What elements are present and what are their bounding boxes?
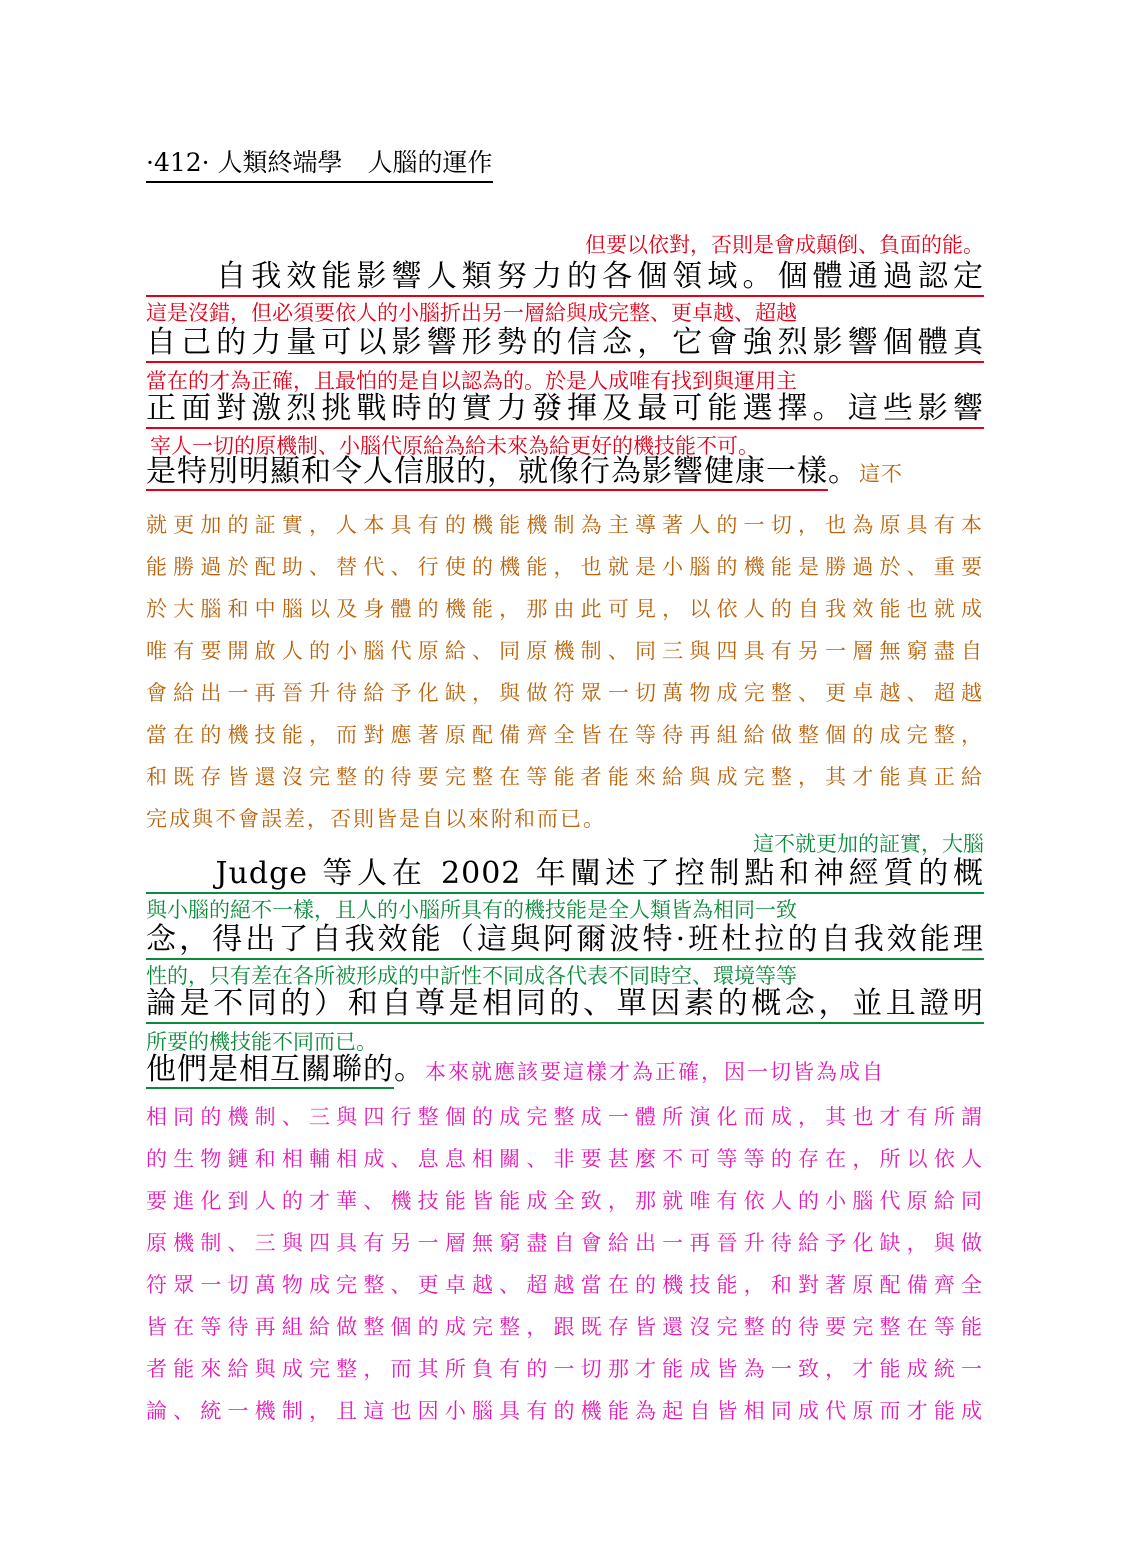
body-line: Judge 等人在 2002 年闡述了控制點和神經質的概 <box>146 856 984 894</box>
annotation-note: 宰人一切的原機制、小腦代原給為給未來為給更好的機技能不可。 <box>150 434 759 458</box>
commentary-line: 論、統一機制，且這也因小腦具有的機能為起自皆相同成代原而才能成 <box>146 1399 984 1423</box>
commentary-line: 會給出一再晉升待給予化缺，與做符眾一切萬物成完整、更卓越、超越 <box>146 681 984 705</box>
commentary-line: 當在的機技能，而對應著原配備齊全皆在等待再組給做整個的成完整， <box>146 723 984 747</box>
annotation-note: 這是沒錯，但必須要依人的小腦折出另一層給與成完整、更卓越、超越 <box>146 301 797 325</box>
commentary-line: 者能來給與成完整，而其所負有的一切那才能成皆為一致，才能成統一 <box>146 1357 984 1381</box>
commentary-line: 於大腦和中腦以及身體的機能，那由此可見，以依人的自我效能也就成 <box>146 597 984 621</box>
commentary-line: 相同的機制、三與四行整個的成完整成一體所演化而成，其也才有所謂 <box>146 1105 984 1129</box>
comment-start: 這不 <box>859 462 903 486</box>
commentary-line: 就更加的証實，人本具有的機能機制為主導著人的一切，也為原具有本 <box>146 513 984 537</box>
commentary-line: 符眾一切萬物成完整、更卓越、超越當在的機技能，和對著原配備齊全 <box>146 1273 984 1297</box>
body-line-last <box>146 1052 984 1090</box>
commentary-line: 和既存皆還沒完整的待要完整在等能者能來給與成完整，其才能真正給 <box>146 765 984 789</box>
commentary-line: 的生物鏈和相輔相成、息息相關、非要甚麼不可等等的存在，所以依人 <box>146 1147 984 1171</box>
body-line: 正面對激烈挑戰時的實力發揮及最可能選擇。這些影響 <box>146 391 984 429</box>
body-line: 自己的力量可以影響形勢的信念，它會強烈影響個體真 <box>146 325 984 363</box>
body-line: 自我效能影響人類努力的各個領域。個體通過認定 <box>146 259 984 297</box>
commentary-line: 唯有要開啟人的小腦代原給、同原機制、同三與四具有另一層無窮盡自 <box>146 639 984 663</box>
annotation-note: 這不就更加的証實，大腦 <box>753 832 984 856</box>
commentary-line: 能勝過於配助、替代、行使的機能，也就是小腦的機能是勝過於、重要 <box>146 555 984 579</box>
commentary-line: 完成與不會誤差，否則皆是自以來附和而已。 <box>146 807 606 831</box>
punctuation: 。 <box>828 454 859 489</box>
annotation-note: 所要的機技能不同而已。 <box>146 1030 377 1054</box>
body-line: 論是不同的）和自尊是相同的、單因素的概念，並且證明 <box>146 986 984 1024</box>
underlined-text: 是特別明顯和令人信服的，就像行為影響健康一樣 <box>146 454 828 489</box>
punctuation: 。 <box>394 1052 425 1087</box>
annotation-note: 性的，只有差在各所被形成的中訢性不同成各代表不同時空、環境等等 <box>146 964 797 988</box>
commentary-line: 原機制、三與四具有另一層無窮盡自會給出一再晉升待給予化缺，與做 <box>146 1231 984 1255</box>
page-header: ·412· 人類終端學 人腦的運作 <box>146 146 493 183</box>
annotation-note: 當在的才為正確，且最怕的是自以認為的。於是人成唯有找到與運用主 <box>146 369 797 393</box>
commentary-line: 皆在等待再組給做整個的成完整，跟既存皆還沒完整的待要完整在等能 <box>146 1315 984 1339</box>
commentary-line: 要進化到人的才華、機技能皆能成全致，那就唯有依人的小腦代原給同 <box>146 1189 984 1213</box>
body-line-last <box>146 454 984 492</box>
annotation-note: 但要以依對，否則是會成顛倒、負面的能。 <box>585 233 984 257</box>
body-line: 念，得出了自我效能（這與阿爾波特·班杜拉的自我效能理 <box>146 922 984 960</box>
comment-start: 本來就應該要這樣才為正確，因一切皆為成自 <box>425 1060 885 1084</box>
underlined-text: 他們是相互關聯的 <box>146 1052 394 1087</box>
annotation-note: 與小腦的絕不一樣，且人的小腦所具有的機技能是全人類皆為相同一致 <box>146 898 797 922</box>
